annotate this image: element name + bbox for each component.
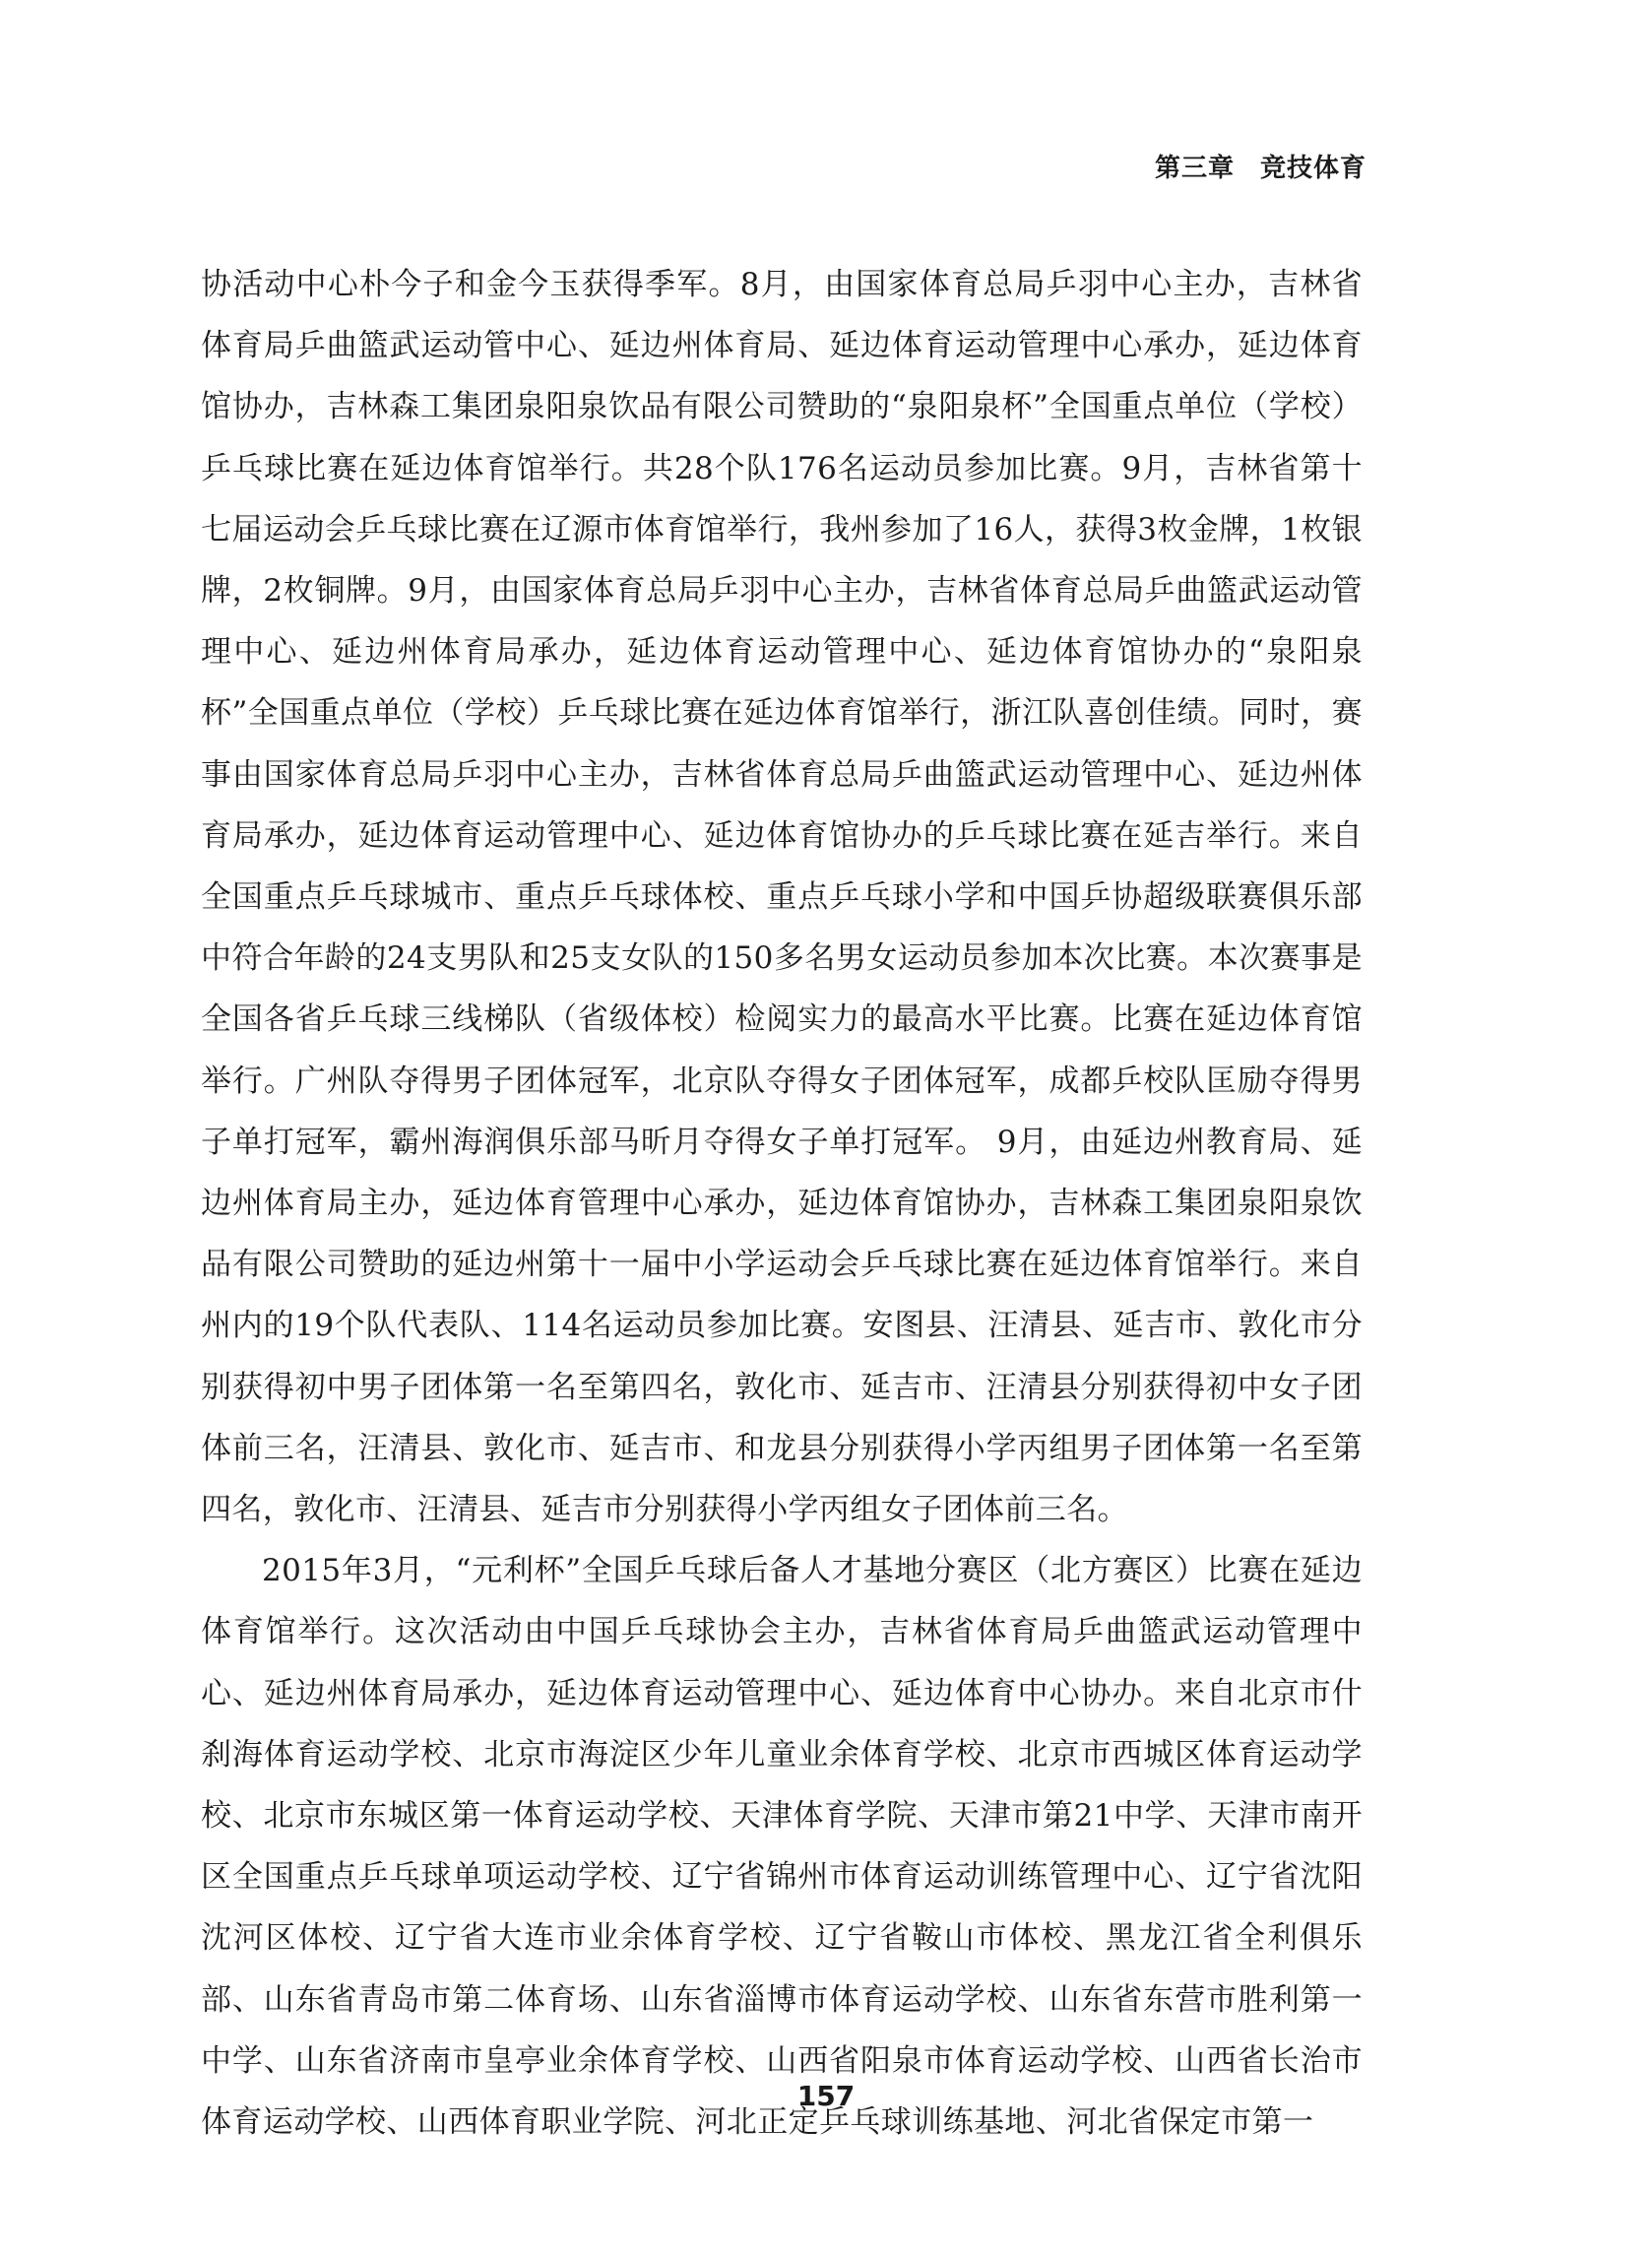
paragraph: 协活动中心朴今子和金今玉获得季军。8月，由国家体育总局乒羽中心主办，吉林省体育局乒曲篮武运动管中心、延边州体育局、延边体育运动管理中心承办，延边体育馆协办，吉林森工集团泉阳泉饮品有限公司赞助的“泉阳泉杯”全国重点单位（学校）乒乓球比赛在延边体育馆举行。共28个队176名运动员参加比赛。9月，吉林省第十七届运动会乒乓球比赛在辽源市体育馆举行，我州参加了16人，获得3枚金牌，1枚银牌，2枚铜牌。9月，由国家体育总局乒羽中心主办，吉林省体育总局乒曲篮武运动管理中心、延边州体育局承办，延边体育运动管理中心、延边体育馆协办的“泉阳泉杯”全国重点单位（学校）乒乓球比赛在延边体育馆举行，浙江队喜创佳绩。同时，赛事由国家体育总局乒羽中心主办，吉林省体育总局乒曲篮武运动管理中心、延边州体育局承办，延边体育运动管理中心、延边体育馆协办的乒乓球比赛在延吉举行。来自全国重点乒乓球城市、重点乒乓球体校、重点乒乓球小学和中国乒协超级联赛俱乐部中符合年龄的24支男队和25支女队的150多名男女运动员参加本次比赛。本次赛事是全国各省乒乓球三线梯队（省级体校）检阅实力的最高水平比赛。比赛在延边体育馆举行。广州队夺得男子团体冠军，北京队夺得女子团体冠军，成都乒校队匡励夺得男子单打冠军，霸州海润俱乐部马昕月夺得女子单打冠军。 9月，由延边州教育局、延边州体育局主办，延边体育管理中心承办，延边体育馆协办，吉林森工集团泉阳泉饮品有限公司赞助的延边州第十一届中小学运动会乒乓球比赛在延边体育馆举行。来自州内的19个队代表队、114名运动员参加比赛。安图县、汪清县、延吉市、敦化市分别获得初中男子团体第一名至第四名，敦化市、延吉市、汪清县分别获得初中女子团体前三名，汪清县、敦化市、延吉市、和龙县分别获得小学丙组男子团体第一名至第四名，敦化市、汪清县、延吉市分别获得小学丙组女子团体前三名。 <box>201 267 1363 1528</box>
chapter-title: 竞技体育 <box>1259 154 1366 183</box>
chapter-number: 第三章 <box>1154 154 1235 183</box>
page-number: 157 <box>796 2080 856 2112</box>
paragraph: 2015年3月，“元利杯”全国乒乓球后备人才基地分赛区（北方赛区）比赛在延边体育馆举行。这次活动由中国乒乓球协会主办，吉林省体育局乒曲篮武运动管理中心、延边州体育局承办，延边体育运动管理中心、延边体育中心协办。来自北京市什刹海体育运动学校、北京市海淀区少年儿童业余体育学校、北京市西城区体育运动学校、北京市东城区第一体育运动学校、天津体育学院、天津市第21中学、天津市南开区全国重点乒乓球单项运动学校、辽宁省锦州市体育运动训练管理中心、辽宁省沈阳沈河区体校、辽宁省大连市业余体育学校、辽宁省鞍山市体校、黑龙江省全利俱乐部、山东省青岛市第二体育场、山东省淄博市体育运动学校、山东省东营市胜利第一中学、山东省济南市皇亭业余体育学校、山西省阳泉市体育运动学校、山西省长治市体育运动学校、山西体育职业学院、河北正定乒乓球训练基地、河北省保定市第一 <box>201 1553 1363 2141</box>
running-header <box>0 148 1366 184</box>
body-text <box>201 254 1363 2153</box>
